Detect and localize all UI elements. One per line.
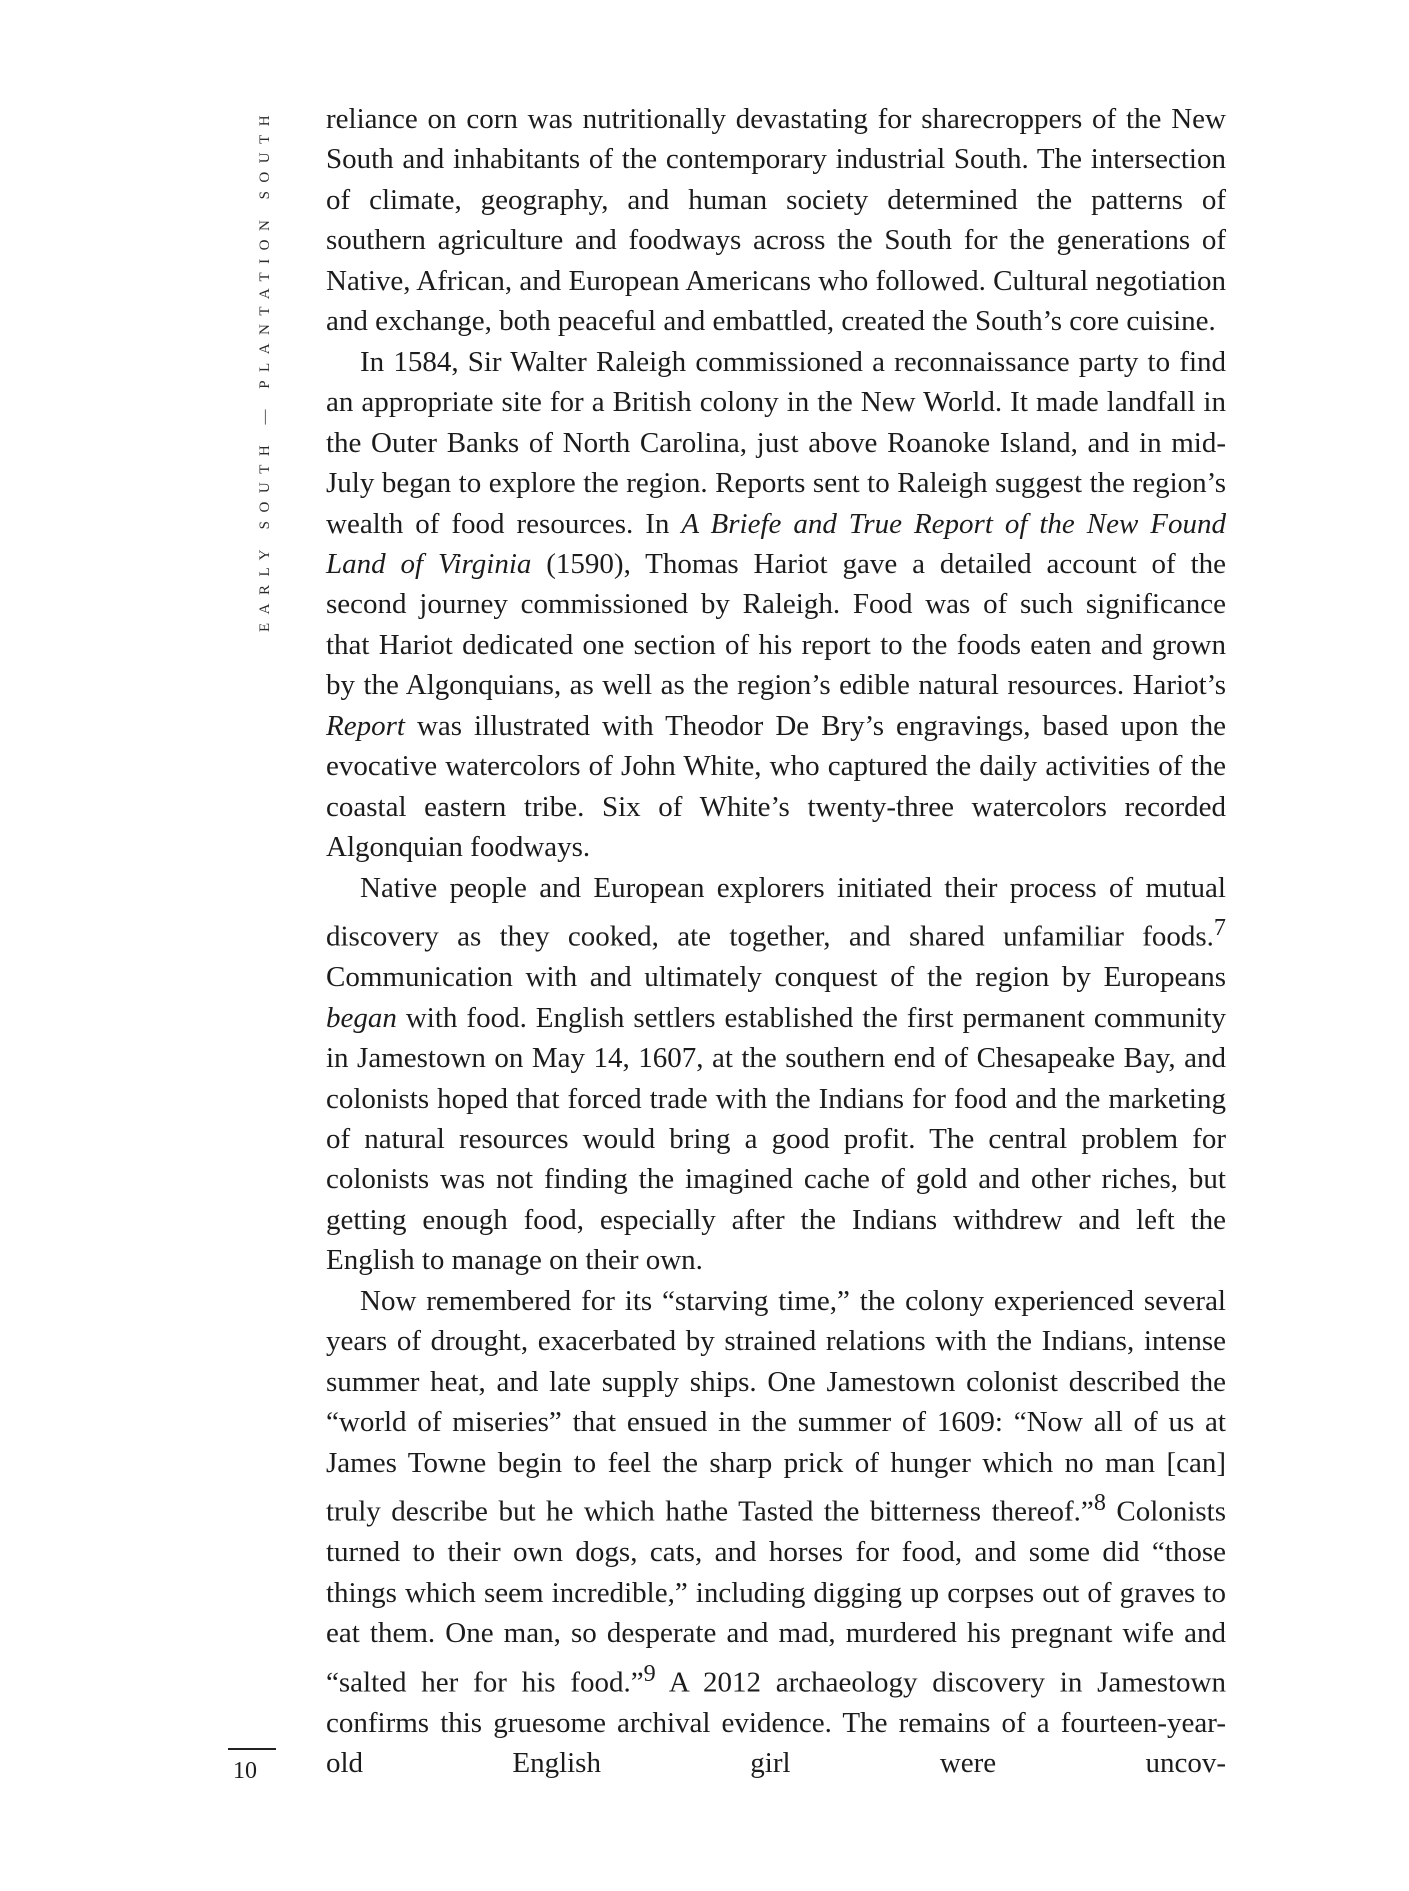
paragraph-text: (1590), Thomas Hariot gave a detailed account of the second journey commissioned by Raleigh. Food was of such significance that Hariot dedicated one section of his report to the foods eaten and grown by the Algonquians, as well as the region’s edible natural resources. Hariot’s [326, 547, 1226, 702]
paragraph-text: reliance on corn was nutritionally devastating for sharecroppers of the New South and inhabitants of the contemporary industrial South. The intersection of climate, geography, and human society determined the patterns of southern agriculture and foodways across the South for the generations of Native, African, and European Americans who followed. Cultural negotiation and exchange, both peaceful and embattled, created the South’s core cuisine. [326, 103, 1226, 338]
footnote-marker: 7 [1213, 914, 1226, 942]
paragraph-3 [326, 868, 1226, 1281]
folio-rule [228, 1748, 276, 1750]
emphasis: began [326, 1001, 397, 1034]
paragraph-text: was illustrated with Theodor De Bry’s engravings, based upon the evocative watercolors of John White, who captured the daily activities of the coastal eastern tribe. Six of White’s twenty-three watercolors recorded Algonquian foodways. [326, 709, 1226, 864]
paragraph-text: Now remembered for its “starving time,” the colony experienced several years of drought, exacerbated by strained relations with the Indians, intense summer heat, and late supply ships. One Jamestown colonist described the “world of miseries” that ensued in the summer of 1609: “Now all of us at James Towne begin to feel the sharp prick of hunger which no man [can] truly describe but he which hathe Tasted the bitterness thereof.” [326, 1284, 1226, 1528]
paragraph-text: Native people and European explorers initiated their process of mutual discovery as they cooked, ate together, and shared unfamiliar foods. [326, 871, 1226, 953]
footnote-marker: 8 [1093, 1489, 1106, 1517]
body-text [326, 99, 1226, 1784]
paragraph-2 [326, 342, 1226, 868]
paragraph-1 [326, 99, 1226, 342]
paragraph-text: Communication with and ultimately conquest of the region by Europeans [326, 961, 1226, 994]
book-title-short: Report [326, 709, 405, 742]
running-head: EARLY SOUTH — PLANTATION SOUTH [257, 106, 273, 632]
paragraph-text: Colonists turned to their own dogs, cats, and horses for food, and some did “those things which seem incredible,” including digging up corpses out of graves to eat them. One man, so desperate and mad, murdered his pregnant wife and “salted her for his food.” [326, 1495, 1227, 1699]
paragraph-text: A 2012 archaeology discovery in Jamestown confirms this gruesome archival evidence. The remains of a fourteen-year-old English girl were uncov- [326, 1666, 1226, 1780]
paragraph-text: In 1584, Sir Walter Raleigh commissioned a reconnaissance party to find an appropriate site for a British colony in the New World. It made landfall in the Outer Banks of North Carolina, just above Roanoke Island, and in mid-July began to explore the region. Reports sent to Raleigh suggest the region’s wealth of food resources. In [326, 345, 1226, 540]
page-number: 10 [233, 1758, 257, 1784]
paragraph-text: with food. English settlers established the first permanent community in Jamestown on May 14, 1607, at the southern end of Chesapeake Bay, and colonists hoped that forced trade with the Indians for food and the marketing of natural resources would bring a good profit. The central problem for colonists was not finding the imagined cache of gold and other riches, but getting enough food, especially after the Indians withdrew and left the English to manage on their own. [326, 1001, 1226, 1277]
book-title: A Briefe and True Report of the New Found Land of Virginia [326, 507, 1226, 580]
paragraph-4 [326, 1281, 1226, 1784]
footnote-marker: 9 [643, 1659, 656, 1687]
